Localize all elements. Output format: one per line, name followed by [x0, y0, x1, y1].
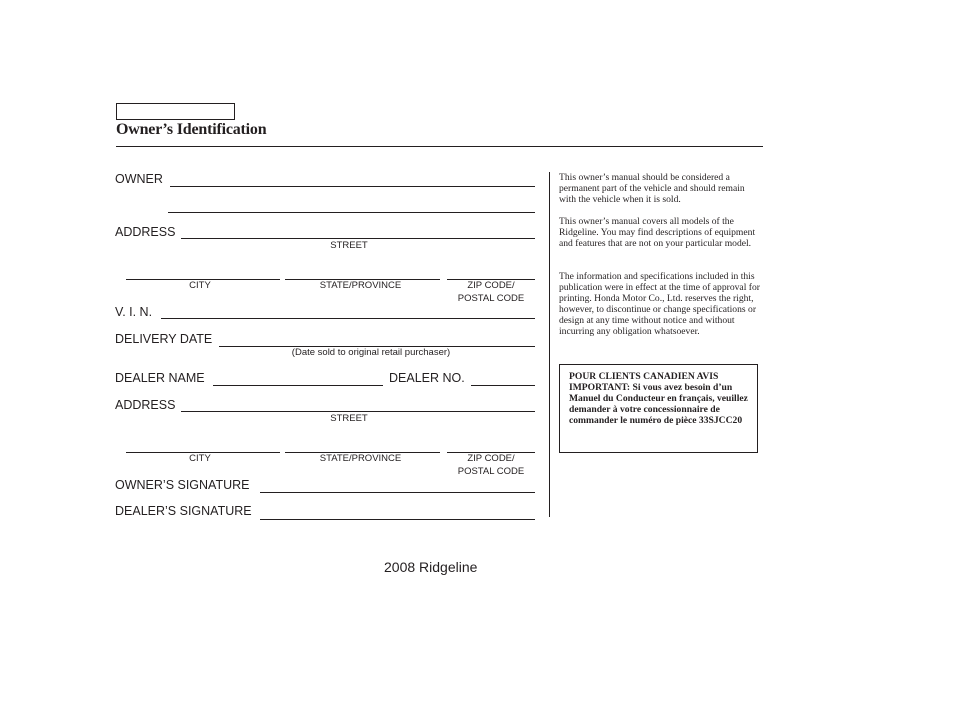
- owner-zip-caption-1: ZIP CODE/: [467, 280, 515, 291]
- owner-address-label: ADDRESS: [115, 225, 176, 239]
- canadian-notice-text: POUR CLIENTS CANADIEN AVIS IMPORTANT: Si vous avez besoin d’un Manuel du Conducteur en français, veuillez demander à votre concessionnaire de commander le numéro de pièce 33SJCC20: [569, 371, 748, 426]
- dealer-no-line[interactable]: [471, 385, 535, 386]
- owner-state-caption: STATE/PROVINCE: [319, 280, 402, 291]
- owner-city-caption: CITY: [189, 280, 211, 291]
- title-rule: [116, 146, 763, 147]
- dealer-city-caption: CITY: [189, 453, 211, 464]
- dealer-signature-line[interactable]: [260, 519, 535, 520]
- canadian-notice-box: [559, 364, 758, 453]
- dealer-name-line[interactable]: [213, 385, 383, 386]
- owner-signature-label: OWNER’S SIGNATURE: [115, 478, 250, 492]
- owner-label: OWNER: [115, 172, 163, 186]
- sidebar-paragraph-1: This owner’s manual should be considered a permanent part of the vehicle and should remain with the vehicle when it is sold.: [559, 172, 745, 205]
- owner-signature-line[interactable]: [260, 492, 535, 493]
- page-title: Owner’s Identification: [116, 121, 267, 138]
- dealer-name-label: DEALER NAME: [115, 371, 205, 385]
- dealer-street-line[interactable]: [181, 411, 535, 412]
- dealer-zip-caption-1: ZIP CODE/: [467, 453, 515, 464]
- owner-street-caption: STREET: [330, 240, 368, 251]
- dealer-zip-caption-2: POSTAL CODE: [457, 466, 525, 477]
- sidebar-paragraph-3: The information and specifications included in this publication were in effect at the time of approval for printing. Honda Motor Co., Ltd. reserves the right, however, to discontinue or change specifications or design at any time without notice and without incurring any obligation whatsoever.: [559, 271, 760, 337]
- dealer-address-label: ADDRESS: [115, 398, 176, 412]
- vin-line[interactable]: [161, 318, 535, 319]
- delivery-date-caption: (Date sold to original retail purchaser): [291, 347, 451, 358]
- owner-zip-caption-2: POSTAL CODE: [457, 293, 525, 304]
- dealer-street-caption: STREET: [330, 413, 368, 424]
- dealer-signature-label: DEALER’S SIGNATURE: [115, 504, 252, 518]
- delivery-date-label: DELIVERY DATE: [115, 332, 213, 346]
- column-divider: [549, 172, 550, 517]
- dealer-no-label: DEALER NO.: [389, 371, 465, 385]
- sidebar-paragraph-2: This owner’s manual covers all models of the Ridgeline. You may find descriptions of equipment and features that are not on your particular model.: [559, 216, 756, 249]
- footer-model-title: 2008 Ridgeline: [384, 559, 478, 575]
- owner-street-line[interactable]: [181, 238, 535, 239]
- dealer-state-caption: STATE/PROVINCE: [319, 453, 402, 464]
- vin-label: V. I. N.: [115, 305, 153, 319]
- owner-line-2[interactable]: [168, 212, 535, 213]
- owner-line-1[interactable]: [170, 186, 535, 187]
- section-tab-box: [116, 103, 235, 120]
